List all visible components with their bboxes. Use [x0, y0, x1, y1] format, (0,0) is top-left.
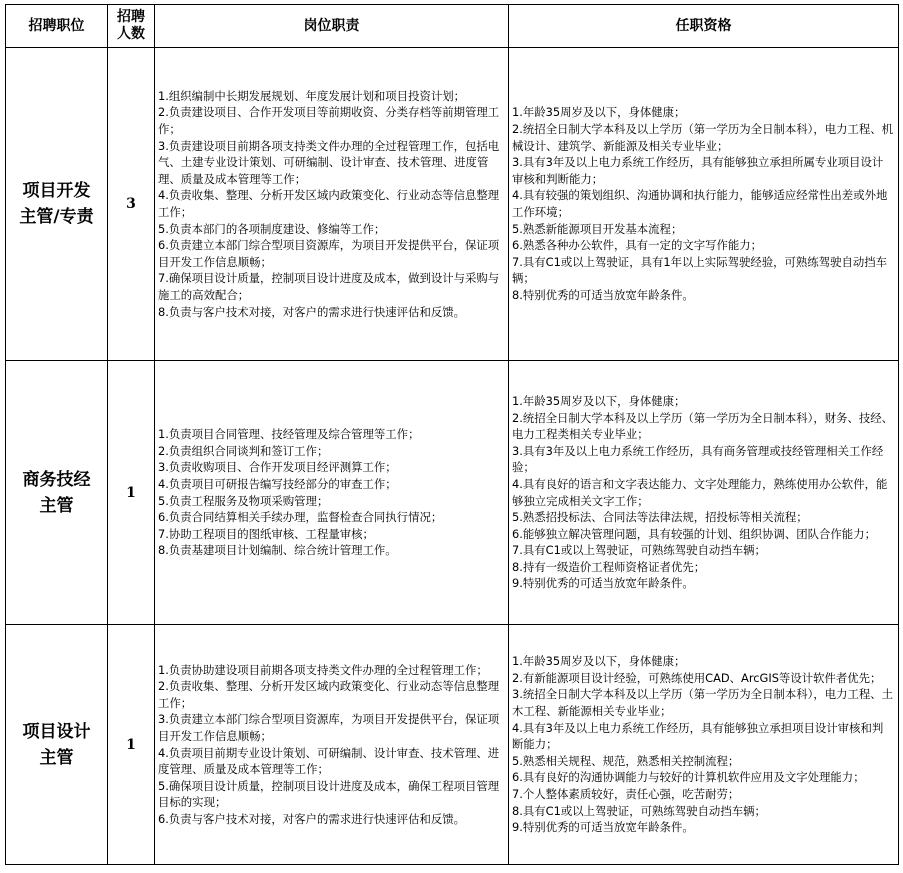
qualification-item: 5.熟悉新能源项目开发基本流程； — [512, 221, 683, 236]
qualification-item: 8.持有一级造价工程师资格证者优先； — [512, 559, 706, 574]
duty-item: 3.负责建设项目前期各项支持类文件办理的全过程管理工作，包括电气、土建专业设计策划、可研编制、设计审查、技术管理、进度管理、质量及成本管理等工作； — [158, 138, 500, 186]
qualification-item: 1.年龄35周岁及以下，身体健康； — [512, 105, 686, 120]
qualification-item: 3.具有3年及以上电力系统工作经历，具有能够独立承担所属专业项目设计审核和判断能力； — [512, 155, 884, 186]
qualification-item: 2.有新能源项目设计经验，可熟练使用CAD、ArcGIS等设计软件者优先； — [512, 670, 882, 685]
qualification-item: 2.统招全日制大学本科及以上学历（第一学历为全日制本科），财务、技经、电力工程类相关专业毕业； — [512, 410, 894, 442]
duty-item: 1.负责项目合同管理、技经管理及综合管理等工作； — [158, 427, 420, 442]
qualification-item: 4.具有3年及以上电力系统工作经历，具有能够独立承担项目设计审核和判断能力； — [512, 720, 884, 752]
qualification-item: 7.具有C1或以上驾驶证，具有1年以上实际驾驶经验，可熟练驾驶自动挡车辆； — [512, 254, 888, 286]
duty-item: 6.负责与客户技术对接，对客户的需求进行快速评估和反馈。 — [158, 811, 466, 826]
duty-item: 7.确保项目设计质量，控制项目设计进度及成本，做到设计与采购与施工的高效配合； — [158, 271, 500, 302]
table-row — [6, 625, 899, 865]
header-count: 招聘 人数 — [108, 5, 155, 48]
duty-item: 4.负责项目可研报告编写技经部分的审查工作； — [158, 476, 397, 491]
duty-item: 4.负责收集、整理、分析开发区域内政策变化、行业动态等信息整理工作； — [158, 188, 500, 219]
qualification-item: 9.特别优秀的可适当放宽年龄条件。 — [512, 576, 694, 591]
qualifications-cell — [509, 361, 899, 625]
headcount-cell: 1 — [108, 625, 155, 865]
header-qualifications: 任职资格 — [509, 5, 899, 48]
qualification-item: 5.熟悉招投标法、合同法等法律法规，招投标等相关流程； — [512, 510, 808, 525]
table-row — [6, 361, 899, 625]
qualification-item: 5.熟悉相关规程、规范，熟悉相关控制流程； — [512, 753, 740, 768]
qualification-item: 3.具有3年及以上电力系统工作经历，具有商务管理或技经管理相关工作经验； — [512, 443, 884, 475]
qualification-item: 6.具有良好的沟通协调能力与较好的计算机软件应用及文字处理能力； — [512, 770, 865, 785]
duties-cell — [155, 48, 509, 361]
qualification-item: 9.特别优秀的可适当放宽年龄条件。 — [512, 820, 694, 835]
qualification-item: 8.特别优秀的可适当放宽年龄条件。 — [512, 287, 694, 302]
qualification-item: 1.年龄35周岁及以下，身体健康； — [512, 654, 686, 669]
duty-item: 2.负责收集、整理、分析开发区域内政策变化、行业动态等信息整理工作； — [158, 679, 500, 710]
qualification-item: 6.能够独立解决管理问题，具有较强的计划、组织协调、团队合作能力； — [512, 526, 876, 541]
qualification-item: 7.个人整体素质较好，责任心强，吃苦耐劳； — [512, 786, 740, 801]
position-cell — [6, 48, 108, 361]
qualification-item: 7.具有C1或以上驾驶证，可熟练驾驶自动挡车辆； — [512, 543, 766, 558]
recruitment-table — [5, 4, 899, 865]
duty-item: 2.负责组织合同谈判和签订工作； — [158, 443, 329, 458]
duty-item: 1.组织编制中长期发展规划、年度发展计划和项目投资计划； — [158, 88, 466, 103]
headcount-cell: 1 — [108, 361, 155, 625]
duties-cell — [155, 361, 509, 625]
duty-item: 7.协助工程项目的图纸审核、工程量审核； — [158, 526, 374, 541]
position-cell — [6, 625, 108, 865]
qualification-item: 6.熟悉各种办公软件，具有一定的文字写作能力； — [512, 238, 763, 253]
duty-item: 6.负责建立本部门综合型项目资源库，为项目开发提供平台，保证项目开发工作信息顺畅； — [158, 238, 500, 269]
qualification-item: 4.具有良好的语言和文字表达能力、文字处理能力，熟练使用办公软件，能够独立完成相关文字工作； — [512, 476, 888, 508]
duties-cell — [155, 625, 509, 865]
qualification-item: 3.统招全日制大学本科及以上学历（第一学历为全日制本科），电力工程、土木工程、新能源相关专业毕业； — [512, 687, 894, 719]
position-title: 项目设计 主管 — [22, 721, 91, 768]
position-cell — [6, 361, 108, 625]
duty-item: 2.负责建设项目、合作开发项目等前期收资、分类存档等前期管理工作； — [158, 105, 500, 137]
duty-item: 8.负责基建项目计划编制、综合统计管理工作。 — [158, 543, 397, 558]
headcount-cell: 3 — [108, 48, 155, 361]
duty-item: 3.负责建立本部门综合型项目资源库，为项目开发提供平台，保证项目开发工作信息顺畅； — [158, 712, 500, 743]
duty-item: 6.负责合同结算相关手续办理，监督检查合同执行情况； — [158, 510, 443, 525]
header-row — [6, 5, 899, 48]
qualifications-cell — [509, 48, 899, 361]
duty-item: 1.负责协助建设项目前期各项支持类文件办理的全过程管理工作； — [158, 662, 488, 677]
duty-item: 5.确保项目设计质量，控制项目设计进度及成本，确保工程项目管理目标的实现； — [158, 778, 500, 810]
qualification-item: 2.统招全日制大学本科及以上学历（第一学历为全日制本科），电力工程、机械设计、建筑学、新能源及相关专业毕业； — [512, 122, 894, 153]
duty-item: 5.负责本部门的各项制度建设、修编等工作； — [158, 221, 386, 236]
header-position: 招聘职位 — [6, 5, 108, 48]
duty-item: 8.负责与客户技术对接，对客户的需求进行快速评估和反馈。 — [158, 304, 466, 319]
table-row — [6, 48, 899, 361]
header-duties: 岗位职责 — [155, 5, 509, 48]
duty-item: 5.负责工程服务及物项采购管理； — [158, 493, 329, 508]
qualification-item: 4.具有较强的策划组织、沟通协调和执行能力，能够适应经常性出差或外地工作环境； — [512, 188, 888, 219]
position-title: 项目开发 主管/专责 — [19, 181, 94, 227]
duty-item: 4.负责项目前期专业设计策划、可研编制、设计审查、技术管理、进度管理、质量及成本管理等工作； — [158, 745, 500, 777]
qualification-item: 1.年龄35周岁及以下，身体健康； — [512, 393, 686, 408]
position-title: 商务技经 主管 — [22, 469, 91, 516]
qualification-item: 8.具有C1或以上驾驶证，可熟练驾驶自动挡车辆； — [512, 803, 766, 818]
qualifications-cell — [509, 625, 899, 865]
duty-item: 3.负责收购项目、合作开发项目经评测算工作； — [158, 460, 397, 475]
